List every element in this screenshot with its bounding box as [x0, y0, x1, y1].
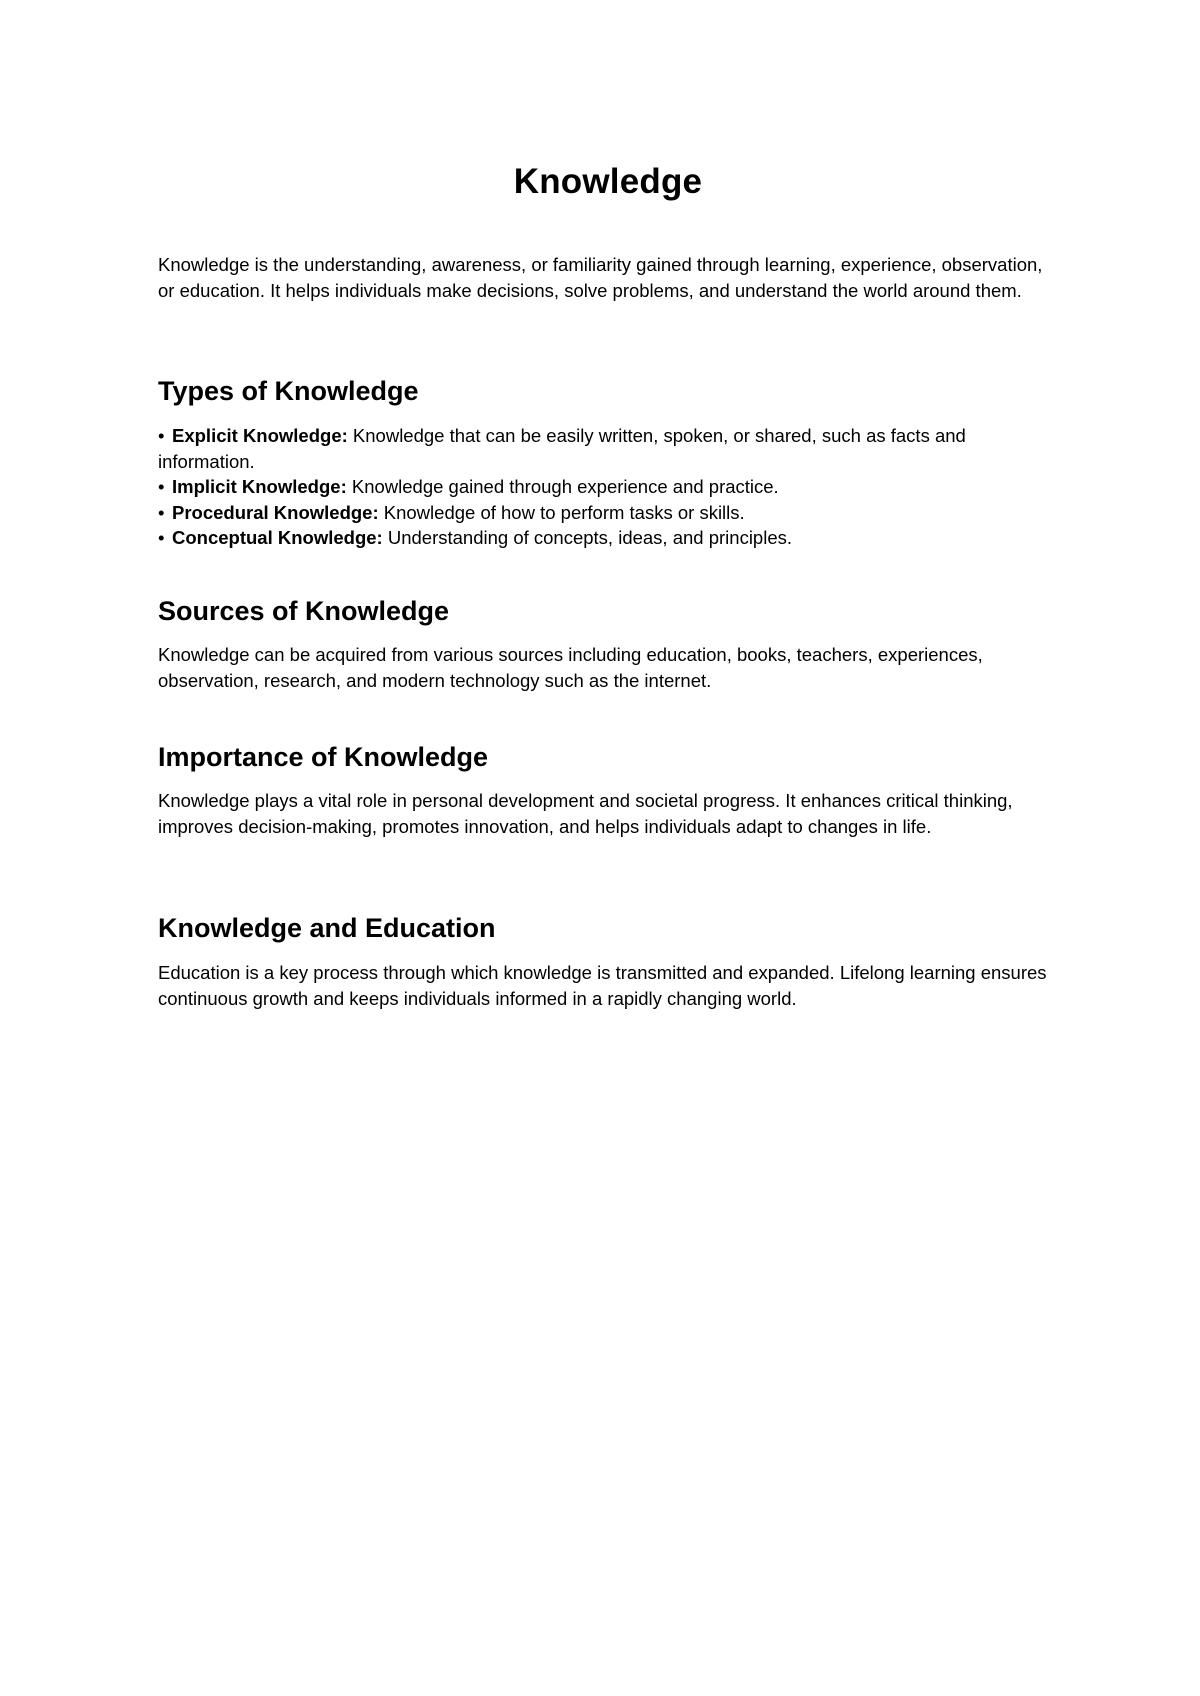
- bullet-icon: •: [158, 425, 165, 446]
- importance-paragraph: Knowledge plays a vital role in personal development and societal progress. It enhances critical thinking, improves decision-making, promotes innovation, and helps individuals adapt to changes in life.: [158, 790, 1013, 837]
- bullet-icon: •: [158, 476, 165, 497]
- section-heading-types: Types of Knowledge: [158, 376, 419, 406]
- education-paragraph: Education is a key process through which knowledge is transmitted and expanded. Lifelong learning ensures continuous growth and keeps individuals informed in a rapidly changing world.: [158, 962, 1047, 1009]
- list-item-term: Procedural Knowledge:: [172, 501, 379, 523]
- bullet-icon: •: [158, 527, 165, 548]
- sources-paragraph: Knowledge can be acquired from various sources including education, books, teachers, experiences, observation, research, and modern technology such as the internet.: [158, 644, 983, 691]
- list-item-text: Knowledge gained through experience and practice.: [346, 476, 779, 497]
- list-item: [158, 525, 1058, 551]
- list-item-text: Knowledge of how to perform tasks or skills.: [378, 501, 745, 523]
- list-item: [158, 474, 1058, 500]
- types-list: [158, 423, 1058, 551]
- section-heading-education: Knowledge and Education: [158, 913, 496, 943]
- list-item-text: Understanding of concepts, ideas, and principles.: [382, 527, 793, 548]
- list-item-term: Conceptual Knowledge:: [172, 527, 383, 548]
- list-item-term: Implicit Knowledge:: [172, 476, 347, 497]
- page-title: Knowledge: [513, 162, 703, 201]
- bullet-icon: •: [158, 501, 165, 523]
- list-item-text: Knowledge that can be easily written, spoken, or shared, such as facts and information.: [158, 425, 966, 472]
- intro-paragraph: Knowledge is the understanding, awareness, or familiarity gained through learning, experience, observation, or education. It helps individuals make decisions, solve problems, and understand the world around them.: [158, 254, 1043, 301]
- section-heading-sources: Sources of Knowledge: [158, 596, 450, 626]
- list-item: [158, 500, 1058, 526]
- section-heading-importance: Importance of Knowledge: [158, 742, 489, 772]
- list-item: [158, 423, 1058, 474]
- list-item-term: Explicit Knowledge:: [172, 425, 348, 446]
